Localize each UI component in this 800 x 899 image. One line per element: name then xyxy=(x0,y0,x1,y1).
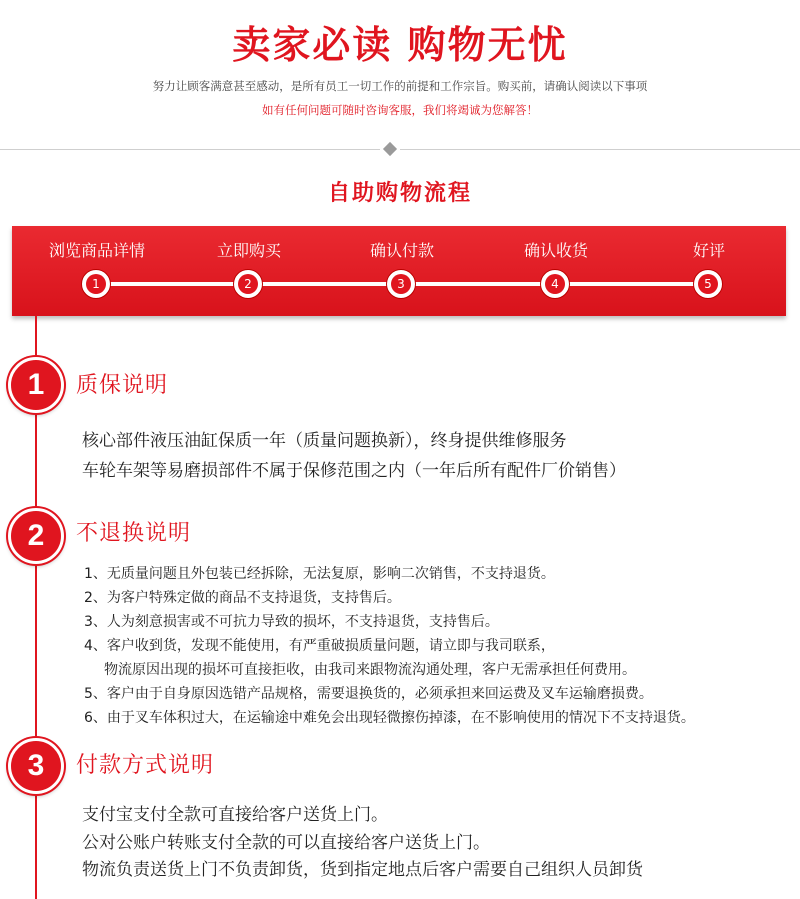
flow-bar xyxy=(12,226,786,316)
page-subtitle: 努力让顾客满意甚至感动，是所有员工一切工作的前提和工作宗旨。购买前，请确认阅读以下事项 xyxy=(152,79,648,93)
section-title-warranty: 质保说明 xyxy=(76,373,169,398)
flow-step-label: 好评 xyxy=(692,241,725,260)
step-circle-icon: 2 xyxy=(234,270,262,298)
section-number-badge: 2 xyxy=(8,508,64,564)
list-item: 2、为客户特殊定做的商品不支持退货，支持售后。 xyxy=(84,590,401,606)
payment-line: 公对公账户转账支付全款的可以直接给客户送货上门。 xyxy=(82,833,490,853)
flow-step-label: 浏览商品详情 xyxy=(48,241,145,260)
list-item: 4、客户收到货，发现不能使用，有严重破损质量问题，请立即与我司联系， xyxy=(84,638,555,654)
step-circle-icon: 5 xyxy=(694,270,722,298)
flow-step-label: 确认收货 xyxy=(523,241,588,260)
section-title-payment: 付款方式说明 xyxy=(76,753,215,778)
step-circle-icon: 3 xyxy=(387,270,415,298)
list-item: 5、客户由于自身原因选错产品规格，需要退换货的，必须承担来回运费及叉车运输磨损费。 xyxy=(84,686,653,702)
flow-step-2 xyxy=(174,226,324,316)
list-item: 3、人为刻意损害或不可抗力导致的损坏，不支持退货，支持售后。 xyxy=(84,614,499,630)
flow-step-4 xyxy=(481,226,631,316)
flow-step-5 xyxy=(634,226,784,316)
divider-left xyxy=(0,149,380,150)
flow-title: 自助购物流程 xyxy=(327,181,472,206)
step-circle-icon: 1 xyxy=(82,270,110,298)
list-item: 6、由于叉车体积过大，在运输途中难免会出现轻微擦伤掉漆，在不影响使用的情况下不支持退货。 xyxy=(84,710,695,726)
flow-step-label: 立即购买 xyxy=(216,241,281,260)
section-number-badge: 3 xyxy=(8,738,64,794)
section-number-badge: 1 xyxy=(8,357,64,413)
warranty-line: 核心部件液压油缸保质一年（质量问题换新），终身提供维修服务 xyxy=(82,431,567,451)
flow-step-1 xyxy=(22,226,172,316)
payment-line: 支付宝支付全款可直接给客户送货上门。 xyxy=(82,805,388,825)
step-circle-icon: 4 xyxy=(541,270,569,298)
flow-step-3 xyxy=(327,226,477,316)
page-notice: 如有任何问题可随时咨询客服，我们将竭诚为您解答！ xyxy=(262,103,538,117)
header xyxy=(0,0,800,150)
list-item-continuation: 物流原因出现的损坏可直接拒收，由我司来跟物流沟通处理，客户无需承担任何费用。 xyxy=(104,662,636,678)
flow-step-label: 确认付款 xyxy=(369,241,434,260)
page-title: 卖家必读 购物无忧 xyxy=(232,23,568,67)
warranty-line: 车轮车架等易磨损部件不属于保修范围之内（一年后所有配件厂价销售） xyxy=(82,461,626,481)
list-item: 1、无质量问题且外包装已经拆除，无法复原，影响二次销售，不支持退货。 xyxy=(84,566,555,582)
divider-right xyxy=(400,149,800,150)
payment-line: 物流负责送货上门不负责卸货，货到指定地点后客户需要自己组织人员卸货 xyxy=(82,860,643,880)
section-title-no-return: 不退换说明 xyxy=(76,521,192,546)
